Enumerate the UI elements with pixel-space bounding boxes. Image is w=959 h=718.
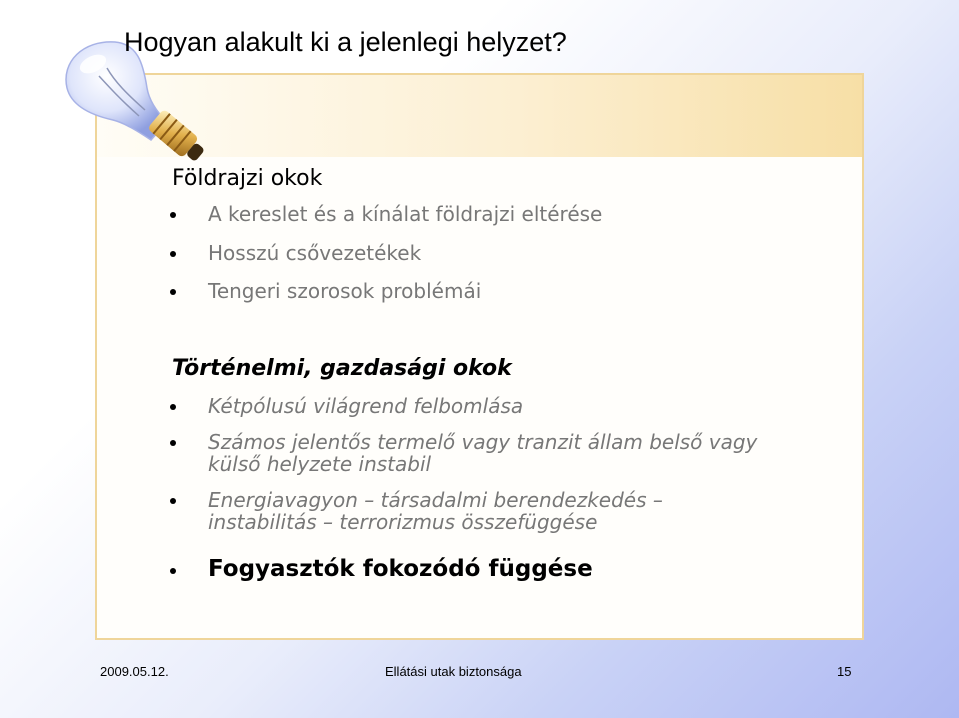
slide-title: Hogyan alakult ki a jelenlegi helyzet? (124, 27, 567, 57)
consumer-dependency-item: Fogyasztók fokozódó függése (168, 556, 593, 582)
historical-item-line: Energiavagyon – társadalmi berendezkedés – (208, 488, 663, 512)
page-number: 15 (837, 664, 852, 679)
historical-item (168, 489, 757, 533)
historical-item (168, 395, 757, 417)
footer-date: 2009.05.12. (100, 664, 169, 679)
geographic-item: Tengeri szorosok problémái (168, 280, 602, 303)
geographic-list (168, 203, 602, 319)
footer-title: Ellátási utak biztonsága (385, 664, 522, 679)
historical-item-line: instabilitás – terrorizmus összefüggése (208, 510, 598, 534)
historical-item-line: Számos jelentős termelő vagy tranzit állam belső vagy (208, 430, 758, 454)
historical-item (168, 431, 757, 475)
historical-list (168, 395, 757, 547)
historical-item-line: külső helyzete instabil (208, 452, 432, 476)
geographic-item: A kereslet és a kínálat földrajzi eltérése (168, 203, 602, 226)
geographic-item: Hosszú csővezetékek (168, 242, 602, 265)
historical-heading: Történelmi, gazdasági okok (172, 356, 512, 381)
historical-item-line: Kétpólusú világrend felbomlása (208, 394, 524, 418)
geographic-heading: Földrajzi okok (172, 166, 323, 191)
